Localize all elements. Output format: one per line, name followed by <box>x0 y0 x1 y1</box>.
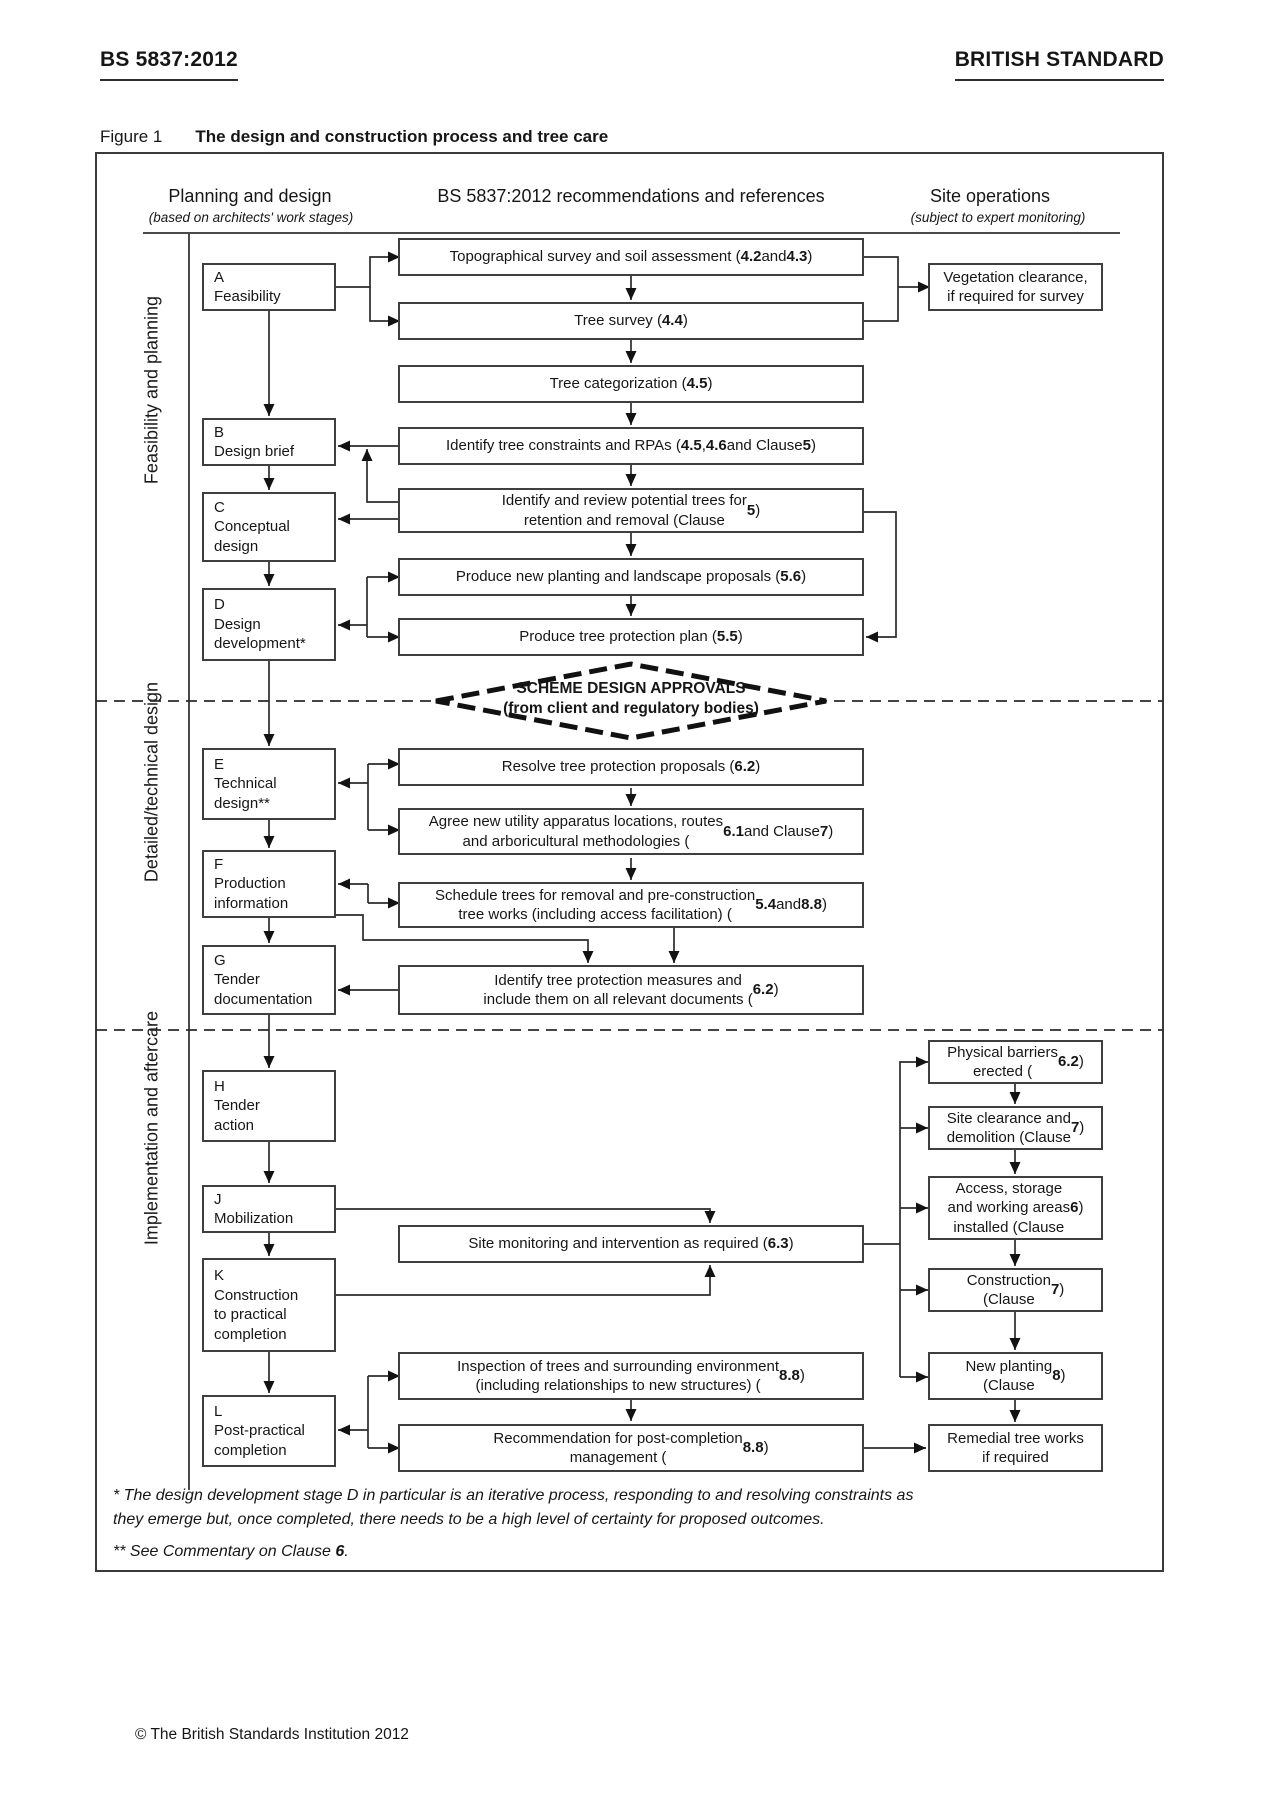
column-header-planning: Planning and design <box>168 186 332 206</box>
process-box-tree-categorization: Tree categorization ( 4.5 ) <box>398 365 864 403</box>
process-box-tree-protection-plan: Produce tree protection plan ( 5.5 ) <box>398 618 864 656</box>
stage-box-l-post-practical-completion: L Post-practical completion <box>202 1395 336 1467</box>
site-box-access-storage: Access, storage and working areas installed (Clause 6 ) <box>928 1176 1103 1240</box>
process-box-recommendation: Recommendation for post-completion management ( 8.8 ) <box>398 1424 864 1472</box>
stage-box-f-production-information: F Production information <box>202 850 336 918</box>
section-label-technical: Detailed/technical design <box>141 681 162 883</box>
process-box-tree-survey: Tree survey ( 4.4 ) <box>398 302 864 340</box>
stage-box-j-mobilization: J Mobilization <box>202 1185 336 1233</box>
footnote-design-development: * The design development stage D in particular is an iterative process, responding to and resolving constraints as they emerge but, once completed, there needs to be a high level of certainty for proposed outcomes. <box>113 1487 914 1528</box>
column-header-recommendations: BS 5837:2012 recommendations and references <box>437 186 825 206</box>
figure-title: The design and construction process and tree care <box>195 127 609 146</box>
process-box-site-monitoring: Site monitoring and intervention as required ( 6.3 ) <box>398 1225 864 1263</box>
process-box-protection-measures: Identify tree protection measures and include them on all relevant documents ( 6.2 ) <box>398 965 864 1015</box>
process-box-inspection: Inspection of trees and surrounding environment (including relationships to new structures) ( 8.8 ) <box>398 1352 864 1400</box>
column-subtitle-planning: (based on architects' work stages) <box>148 210 354 225</box>
process-box-agree-utility: Agree new utility apparatus locations, routes and arboricultural methodologies ( 6.1 and Clause 7 ) <box>398 808 864 855</box>
standard-name: BRITISH STANDARD <box>955 48 1164 81</box>
copyright-notice: © The British Standards Institution 2012 <box>135 1726 409 1743</box>
process-box-new-planting-proposals: Produce new planting and landscape proposals ( 5.6 ) <box>398 558 864 596</box>
column-subtitle-site-operations: (subject to expert monitoring) <box>910 210 1086 225</box>
process-box-identify-review-trees: Identify and review potential trees for retention and removal (Clause 5 ) <box>398 488 864 533</box>
stage-box-b-design-brief: B Design brief <box>202 418 336 466</box>
section-label-implementation: Implementation and aftercare <box>141 1010 162 1246</box>
figure-label: Figure 1 <box>100 127 163 146</box>
process-box-topographical-survey: Topographical survey and soil assessment ( 4.2 and 4.3 ) <box>398 238 864 276</box>
site-box-new-planting: New planting (Clause 8 ) <box>928 1352 1103 1400</box>
scheme-design-approvals: SCHEME DESIGN APPROVALS (from client and regulatory bodies) <box>503 680 759 718</box>
column-header-site-operations: Site operations <box>929 186 1051 206</box>
stage-box-h-tender-action: H Tender action <box>202 1070 336 1142</box>
process-box-schedule-trees: Schedule trees for removal and pre-construction tree works (including access facilitation) ( 5.4 and 8.8 ) <box>398 882 864 928</box>
standard-number: BS 5837:2012 <box>100 48 238 81</box>
site-box-physical-barriers: Physical barriers erected ( 6.2 ) <box>928 1040 1103 1084</box>
stage-box-k-construction: K Construction to practical completion <box>202 1258 336 1352</box>
stage-box-c-conceptual-design: C Conceptual design <box>202 492 336 562</box>
site-box-construction: Construction (Clause 7 ) <box>928 1268 1103 1312</box>
site-box-site-clearance: Site clearance and demolition (Clause 7 ) <box>928 1106 1103 1150</box>
stage-box-d-design-development: D Design development* <box>202 588 336 661</box>
stage-box-a-feasibility: A Feasibility <box>202 263 336 311</box>
site-box-vegetation-clearance: Vegetation clearance, if required for survey <box>928 263 1103 311</box>
stage-box-e-technical-design: E Technical design** <box>202 748 336 820</box>
footnote-commentary: ** See Commentary on Clause 6. <box>113 1543 349 1560</box>
section-label-feasibility: Feasibility and planning <box>141 295 162 485</box>
process-box-resolve-protection: Resolve tree protection proposals ( 6.2 ) <box>398 748 864 786</box>
stage-box-g-tender-documentation: G Tender documentation <box>202 945 336 1015</box>
process-box-tree-constraints: Identify tree constraints and RPAs ( 4.5 , 4.6 and Clause 5 ) <box>398 427 864 465</box>
site-box-remedial-works: Remedial tree works if required <box>928 1424 1103 1472</box>
